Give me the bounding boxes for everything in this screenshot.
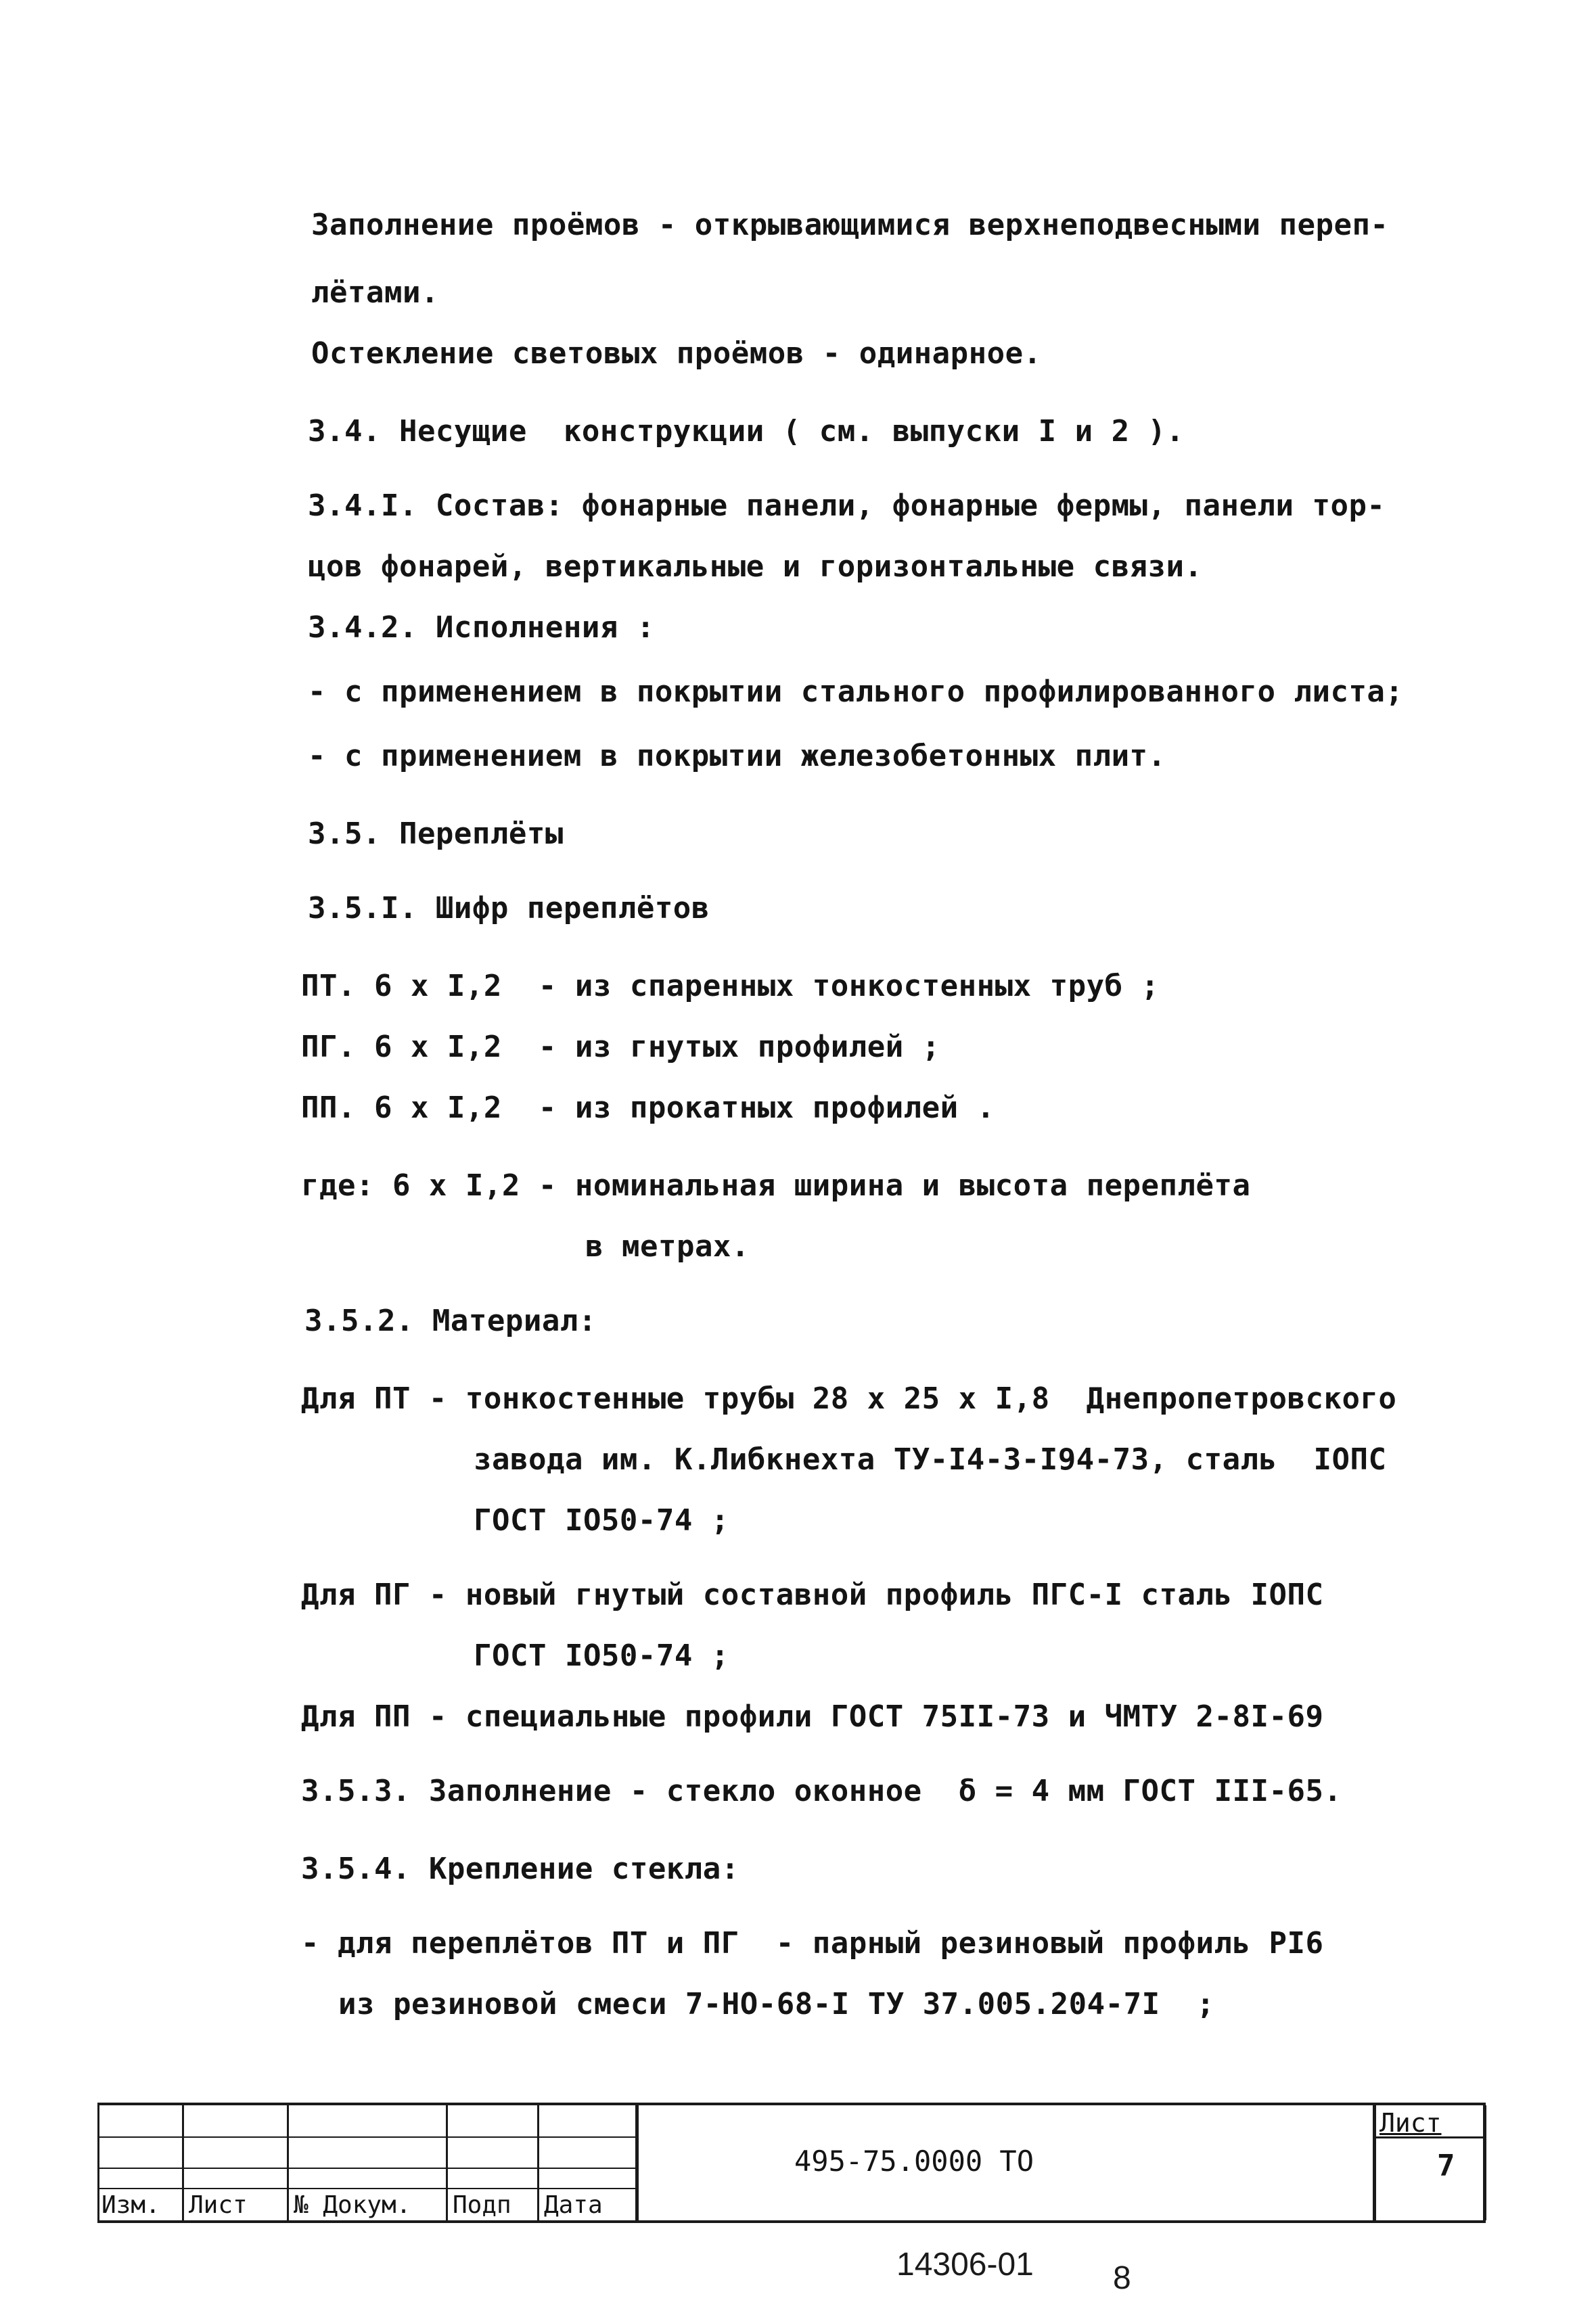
stamp-label-list: Лист [189,2191,248,2219]
text-line: Для ПГ - новый гнутый составной профиль ПГС-I сталь IОПС [301,1578,1324,1612]
text-line: ГОСТ IО50-74 ; [474,1639,729,1673]
text-line: 3.4.2. Исполнения : [308,610,655,645]
text-line: 3.5.4. Крепление стекла: [301,1852,739,1886]
document-code: 495-75.0000 ТО [794,2145,1034,2178]
text-line: Для ПП - специальные профили ГОСТ 75II-73 и ЧМТУ 2-8I-69 [301,1699,1324,1734]
text-line: в метрах. [585,1229,750,1264]
text-line: ГОСТ IО50-74 ; [474,1503,729,1538]
heading-3-4: 3.4. Несущие конструкции ( см. выпуски I и 2 ). [308,414,1185,449]
stamp-label-dokum: № Докум. [294,2191,411,2219]
stamp-label-podp: Подп [453,2191,511,2219]
text-line: где: 6 х I,2 - номинальная ширина и высота переплёта [301,1168,1251,1203]
title-block [97,2103,1486,2223]
heading-3-5: 3.5. Переплёты [308,817,564,851]
list-item: - для переплётов ПТ и ПГ - парный резиновый профиль РI6 [301,1926,1324,1961]
text-line: 3.5.2. Материал: [304,1304,597,1338]
list-item: - с применением в покрытии железобетонных плит. [308,739,1166,773]
text-line: 3.4.I. Состав: фонарные панели, фонарные фермы, панели тор- [308,488,1386,523]
page-number: 8 [1113,2260,1131,2296]
text-line: ПТ. 6 х I,2 - из спаренных тонкостенных труб ; [301,969,1160,1003]
text-line: завода им. К.Либкнехта ТУ-I4-3-I94-73, сталь IОПС [474,1442,1387,1477]
text-line: Для ПТ - тонкостенные трубы 28 х 25 х I,8 Днепропетровского [301,1381,1397,1416]
stamp-label-izm: Изм. [101,2191,160,2219]
text-line: 3.5.I. Шифр переплётов [308,891,710,925]
sheet-label: Лист [1380,2108,1442,2138]
sheet-number: 7 [1437,2149,1455,2183]
text-line: Остекление световых проёмов - одинарное. [311,336,1042,371]
text-line: Заполнение проёмов - открывающимися верхнеподвесными переп- [311,208,1389,242]
text-line: цов фонарей, вертикальные и горизонтальные связи. [308,549,1203,584]
text-line: из резиновой смеси 7-НО-68-I ТУ 37.005.204-7I ; [338,1987,1215,2021]
archive-number: 14306-01 [896,2247,1034,2283]
text-line: ПП. 6 х I,2 - из прокатных профилей . [301,1091,995,1125]
text-line: ПГ. 6 х I,2 - из гнутых профилей ; [301,1030,940,1064]
stamp-label-data: Дата [544,2191,603,2219]
list-item: - с применением в покрытии стального профилированного листа; [308,674,1404,709]
text-line: 3.5.3. Заполнение - стекло оконное δ = 4 мм ГОСТ III-65. [301,1774,1342,1808]
text-line: лётами. [311,275,439,310]
